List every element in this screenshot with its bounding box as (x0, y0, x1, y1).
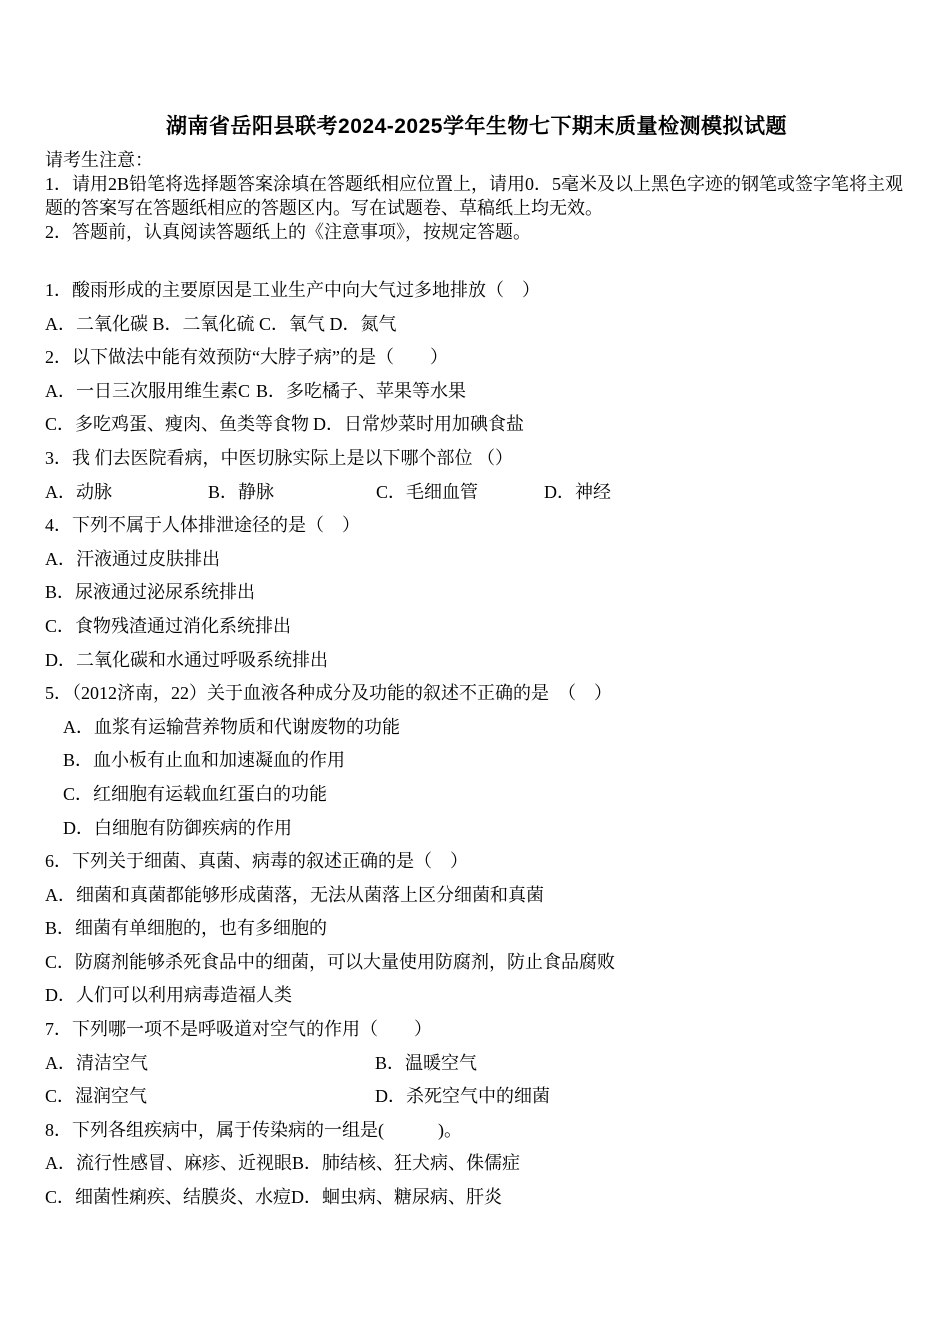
option: C．毛细血管 (376, 481, 479, 502)
option: D．人们可以利用病毒造福人类 (45, 985, 292, 1006)
option: A．流行性感冒、麻疹、近视眼 (45, 1153, 292, 1174)
option-line (45, 1181, 908, 1215)
option-line (45, 812, 908, 846)
question-stem: 1．酸雨形成的主要原因是工业生产中向大气过多地排放（ ） (45, 280, 540, 300)
option: B．肺结核、狂犬病、侏儒症 (292, 1153, 521, 1174)
option-line (45, 644, 908, 678)
page-title: 湖南省岳阳县联考2024-2025学年生物七下期末质量检测模拟试题 (166, 115, 787, 138)
question-block (45, 341, 908, 442)
question-stem: 8．下列各组疾病中，属于传染病的一组是( )。 (45, 1119, 462, 1140)
question-block (45, 845, 908, 1013)
question-stem: 3．我 们去医院看病，中医切脉实际上是以下哪个部位 （） (45, 447, 513, 468)
option-line (45, 476, 908, 510)
option-line (45, 1047, 908, 1081)
question-stem: 7．下列哪一项不是呼吸道对空气的作用（ ） (45, 1019, 432, 1040)
option: A．汗液通过皮肤排出 (45, 548, 220, 569)
option: C．湿润空气 (45, 1086, 148, 1107)
question-block (45, 442, 908, 509)
option-line (45, 610, 908, 644)
question-block (45, 509, 908, 677)
option: B．尿液通过泌尿系统排出 (45, 582, 256, 603)
option: C．食物残渣通过消化系统排出 (45, 615, 292, 636)
option: D．杀死空气中的细菌 (375, 1086, 550, 1107)
question-block (45, 1114, 908, 1215)
option: B．多吃橘子、苹果等水果 (256, 380, 467, 401)
option: C．红细胞有运载血红蛋白的功能 (63, 783, 328, 804)
option: A．血浆有运输营养物质和代谢废物的功能 (63, 716, 400, 737)
questions-section (45, 274, 908, 1215)
option-line (45, 744, 908, 778)
option-line (45, 946, 908, 980)
notice-item: 2．答题前，认真阅读答题纸上的《注意事项》，按规定答题。 (45, 222, 531, 242)
question-stem: 6．下列关于细菌、真菌、病毒的叙述正确的是（ ） (45, 851, 468, 872)
question-stem: 2．以下做法中能有效预防“大脖子病”的是（ ） (45, 347, 448, 368)
option: D．二氧化碳和水通过呼吸系统排出 (45, 649, 328, 670)
question-stem: 4．下列不属于人体排泄途径的是（ ） (45, 515, 360, 536)
option-line (45, 1147, 908, 1181)
option: A．一日三次服用维生素C (45, 380, 251, 401)
option-line (45, 778, 908, 812)
option: D．日常炒菜时用加碘食盐 (313, 414, 524, 435)
notice-section (45, 148, 908, 244)
question-stem: 5．（2012济南，22）关于血液各种成分及功能的叙述不正确的是 （ ） (45, 683, 612, 704)
notice-item: 1．请用2B铅笔将选择题答案涂填在答题纸相应位置上，请用0．5毫米及以上黑色字迹的钢笔或签字笔将主观题的答案写在答题纸相应的答题区内。写在试题卷、草稿纸上均无效。 (45, 174, 904, 218)
option: A．二氧化碳 B．二氧化硫 C．氧气 D．氮气 (45, 313, 397, 334)
option: C．细菌性痢疾、结膜炎、水痘 (45, 1187, 292, 1208)
question-block (45, 677, 908, 845)
option-line (45, 879, 908, 913)
option: D．蛔虫病、糖尿病、肝炎 (291, 1187, 503, 1208)
question-block (45, 1013, 908, 1114)
notice-items (45, 172, 908, 244)
notice-heading: 请考生注意： (45, 150, 153, 170)
option-line (45, 1080, 908, 1114)
option-line (45, 912, 908, 946)
option: B．细菌有单细胞的，也有多细胞的 (45, 918, 328, 939)
option: D．白细胞有防御疾病的作用 (63, 817, 292, 838)
option: A．动脉 (45, 481, 112, 502)
option-line (45, 408, 908, 442)
question-block (45, 274, 908, 341)
option: C．多吃鸡蛋、瘦肉、鱼类等食物 (45, 414, 310, 435)
option-line (45, 543, 908, 577)
option: A．清洁空气 (45, 1052, 148, 1073)
option: A．细菌和真菌都能够形成菌落，无法从菌落上区分细菌和真菌 (45, 884, 544, 905)
option: B．静脉 (208, 481, 275, 502)
option-line (45, 375, 908, 409)
option: C．防腐剂能够杀死食品中的细菌，可以大量使用防腐剂，防止食品腐败 (45, 951, 616, 972)
option-line (45, 308, 908, 342)
option-line (45, 979, 908, 1013)
option: B．温暖空气 (375, 1052, 478, 1073)
option: D．神经 (544, 481, 611, 502)
option-line (45, 576, 908, 610)
option: B．血小板有止血和加速凝血的作用 (63, 750, 346, 771)
option-line (45, 711, 908, 745)
